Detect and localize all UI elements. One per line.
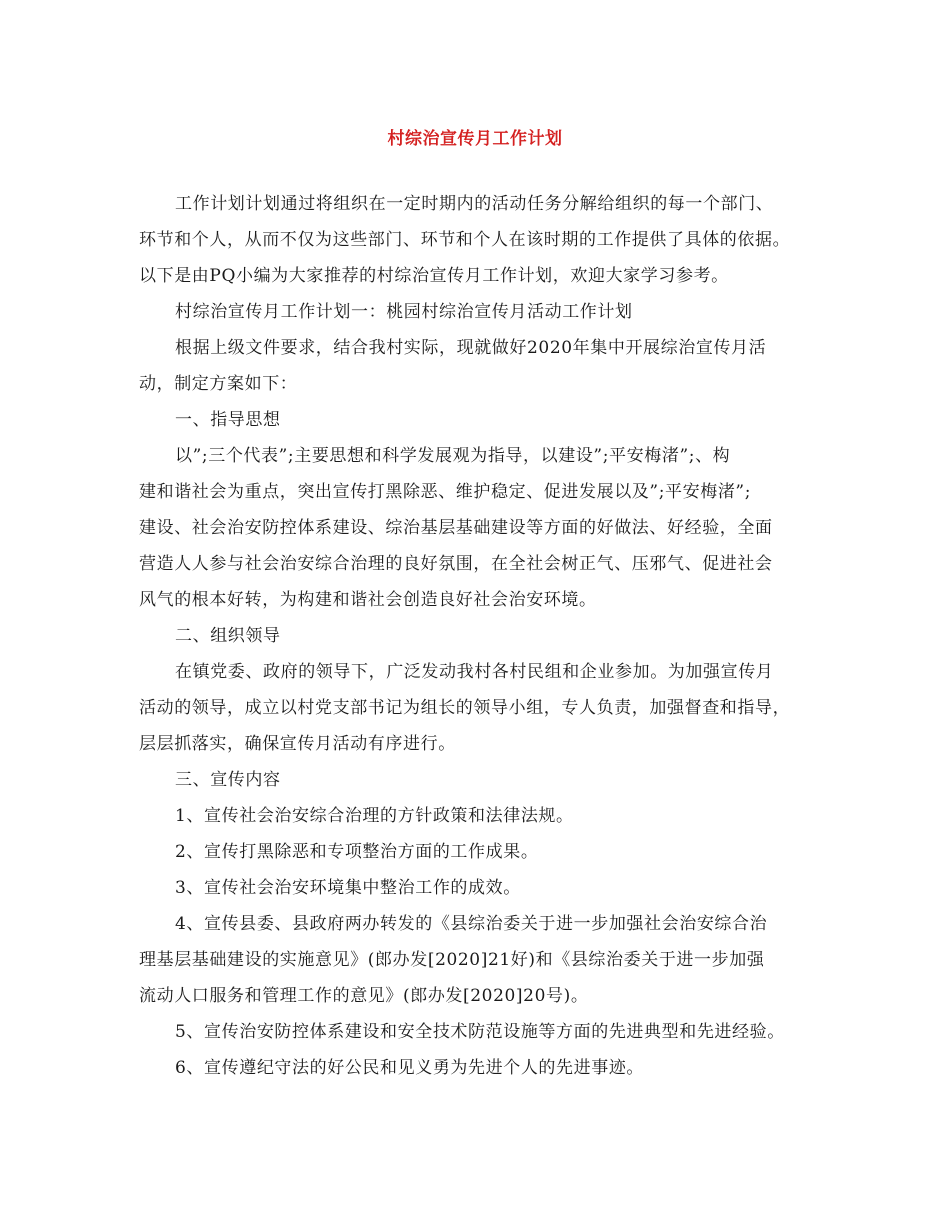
paragraph-line: 1、宣传社会治安综合治理的方针政策和法律法规。 (175, 806, 574, 826)
paragraph-line: 以下是由PQ小编为大家推荐的村综治宣传月工作计划，欢迎大家学习参考。 (139, 266, 729, 286)
paragraph-line: 活动的领导，成立以村党支部书记为组长的领导小组，专人负责，加强督查和指导， (139, 698, 791, 718)
document-body (139, 186, 811, 1086)
paragraph (139, 906, 811, 1014)
paragraph-line: 动，制定方案如下： (139, 374, 298, 394)
paragraph (139, 330, 811, 402)
paragraph-line: 村综治宣传月工作计划一：桃园村综治宣传月活动工作计划 (175, 302, 633, 322)
paragraph (139, 294, 811, 330)
paragraph (139, 870, 811, 906)
paragraph (139, 618, 811, 654)
paragraph-line: 理基层基础建设的实施意见》(郎办发[2020]21好)和《县综治委关于进一步加强 (139, 950, 765, 970)
paragraph-line: 建和谐社会为重点，突出宣传打黑除恶、维护稳定、促进发展以及”;平安梅渚”; (139, 482, 752, 502)
paragraph (139, 438, 811, 618)
paragraph (139, 1014, 811, 1050)
document-title: 村综治宣传月工作计划 (387, 129, 563, 149)
paragraph-line: 以”;三个代表”;主要思想和科学发展观为指导，以建设”;平安梅渚”;、构 (175, 446, 731, 466)
paragraph (139, 798, 811, 834)
paragraph-line: 6、宣传遵纪守法的好公民和见义勇为先进个人的先进事迹。 (175, 1058, 645, 1078)
paragraph (139, 186, 811, 294)
paragraph-line: 流动人口服务和管理工作的意见》(郎办发[2020]20号)。 (139, 986, 589, 1006)
paragraph-line: 二、组织领导 (175, 626, 281, 646)
paragraph-line: 环节和个人，从而不仅为这些部门、环节和个人在该时期的工作提供了具体的依据。 (139, 230, 791, 250)
paragraph-line: 3、宣传社会治安环境集中整治工作的成效。 (175, 878, 521, 898)
paragraph (139, 834, 811, 870)
paragraph (139, 762, 811, 798)
paragraph-line: 风气的根本好转，为构建和谐社会创造良好社会治安环境。 (139, 590, 597, 610)
paragraph-line: 层层抓落实，确保宣传月活动有序进行。 (139, 734, 456, 754)
paragraph-line: 工作计划计划通过将组织在一定时期内的活动任务分解给组织的每一个部门、 (175, 194, 774, 214)
paragraph-line: 营造人人参与社会治安综合治理的良好氛围，在全社会树正气、压邪气、促进社会 (139, 554, 773, 574)
paragraph (139, 1050, 811, 1086)
paragraph-line: 4、宣传县委、县政府两办转发的《县综治委关于进一步加强社会治安综合治 (175, 914, 768, 934)
paragraph-line: 2、宣传打黑除恶和专项整治方面的工作成果。 (175, 842, 539, 862)
paragraph (139, 654, 811, 762)
paragraph-line: 建设、社会治安防控体系建设、综治基层基础建设等方面的好做法、好经验，全面 (139, 518, 773, 538)
paragraph-line: 在镇党委、政府的领导下，广泛发动我村各村民组和企业参加。为加强宣传月 (175, 662, 774, 682)
paragraph-line: 5、宣传治安防控体系建设和安全技术防范设施等方面的先进典型和先进经验。 (175, 1022, 785, 1042)
paragraph-line: 三、宣传内容 (175, 770, 281, 790)
paragraph-line: 一、指导思想 (175, 410, 281, 430)
paragraph-line: 根据上级文件要求，结合我村实际，现就做好2020年集中开展综治宣传月活 (175, 338, 767, 358)
paragraph (139, 402, 811, 438)
